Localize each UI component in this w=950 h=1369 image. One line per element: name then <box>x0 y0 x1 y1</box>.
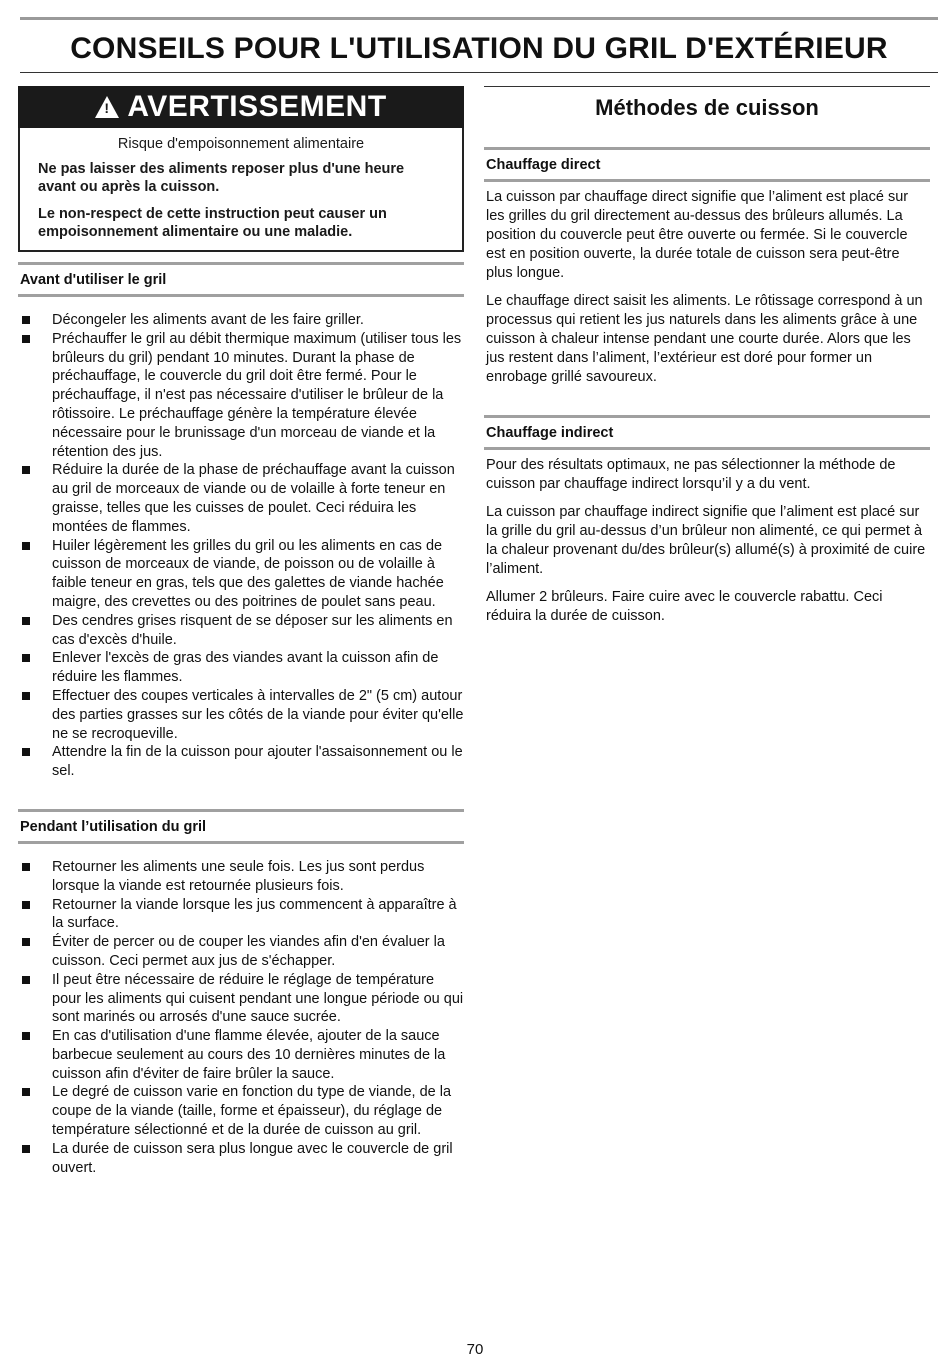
list-item: Retourner les aliments une seule fois. Les jus sont perdus lorsque la viande est retournée plusieurs fois. <box>18 858 464 896</box>
section-heading-before: Avant d'utiliser le gril <box>18 262 464 297</box>
indirect-paragraph-1: Pour des résultats optimaux, ne pas sélectionner la méthode de cuisson par chauffage indirect lorsqu’il y a du vent. <box>486 457 896 492</box>
direct-paragraph-2: Le chauffage direct saisit les aliments. Le rôtissage correspond à un processus qui retient les jus naturels dans les aliments grâce à une cuisson à chaleur intense pendant une courte durée. Alors que les jus restent dans l’aliment, l’extérieur est doré pour former un enrobage grillé savoureux. <box>486 293 923 385</box>
list-item: Préchauffer le gril au débit thermique maximum (utiliser tous les brûleurs du gril) pendant 10 minutes. Durant la phase de préchauffage, le couvercle du gril doit être fermé. Pour le préchauffage, il n'est pas nécessaire d'utiliser le brûleur de la rôtissoire. Le préchauffage génère la température élevée nécessaire pour le brunissage d'un morceau de viande et la rétention des jus. <box>18 330 464 462</box>
list-item: Décongeler les aliments avant de les faire griller. <box>18 311 464 330</box>
bullet-square-icon <box>22 466 30 474</box>
bullet-square-icon <box>22 542 30 550</box>
list-item: En cas d'utilisation d'une flamme élevée, ajouter de la sauce barbecue seulement au cours des 10 dernières minutes de la cuisson afin d'éviter de faire brûler la sauce. <box>18 1027 464 1083</box>
section-heading-indirect: Chauffage indirect <box>484 415 930 450</box>
left-column <box>18 86 464 1177</box>
direct-paragraph-1: La cuisson par chauffage direct signifie que l’aliment est placé sur les grilles du gril directement au-dessus des brûleurs allumés. La position du couvercle peut être ouverte ou fermée. Si le couvercle est en position ouverte, la durée totale de cuisson sera peut-être plus longue. <box>486 189 909 281</box>
list-item: Enlever l'excès de gras des viandes avant la cuisson afin de réduire les flammes. <box>18 649 464 687</box>
methods-title: Méthodes de cuisson <box>484 86 930 131</box>
bullet-square-icon <box>22 1145 30 1153</box>
warning-box <box>18 86 464 252</box>
bullet-square-icon <box>22 654 30 662</box>
warning-header <box>18 86 464 128</box>
bullet-square-icon <box>22 316 30 324</box>
list-item: Réduire la durée de la phase de préchauffage avant la cuisson au gril de morceaux de viande ou de volaille à forte teneur en graisse, telles que les cuisses de poulet. Ceci réduira les montées de flammes. <box>18 461 464 536</box>
warning-text-1: Ne pas laisser des aliments reposer plus d'une heure avant ou après la cuisson. <box>38 161 405 195</box>
indirect-paragraph-3: Allumer 2 brûleurs. Faire cuire avec le couvercle rabattu. Ceci réduira la durée de cuisson. <box>486 589 883 624</box>
list-item: La durée de cuisson sera plus longue avec le couvercle de gril ouvert. <box>18 1140 464 1178</box>
page-title: CONSEILS POUR L'UTILISATION DU GRIL D'EXTÉRIEUR <box>70 32 888 65</box>
warning-triangle-icon: ! <box>95 96 119 118</box>
section-heading-direct: Chauffage direct <box>484 147 930 182</box>
bullet-square-icon <box>22 692 30 700</box>
warning-subtitle: Risque d'empoisonnement alimentaire <box>117 136 365 152</box>
list-item: Attendre la fin de la cuisson pour ajouter l'assaisonnement ou le sel. <box>18 743 464 781</box>
right-column <box>484 86 930 626</box>
list-item: Huiler légèrement les grilles du gril ou les aliments en cas de cuisson de morceaux de viande, de poisson ou de volaille à faible teneur en gras, tels que des galettes de viande hachée maigre, des crevettes ou des poitrines de poulet sans peau. <box>18 537 464 612</box>
indirect-paragraph-2: La cuisson par chauffage indirect signifie que l’aliment est placé sur la grille du gril au-dessus d’un brûleur non alimenté, ce qui permet à la chaleur provenant du/des brûleur(s) allumé(s) à proximité de cuire l’aliment. <box>486 504 926 577</box>
title-rule <box>20 72 938 73</box>
bullet-square-icon <box>22 335 30 343</box>
warning-label: AVERTISSEMENT <box>127 90 387 123</box>
list-item: Éviter de percer ou de couper les viandes afin d'en évaluer la cuisson. Ceci permet aux jus de s'échapper. <box>18 933 464 971</box>
section-heading-during: Pendant l’utilisation du gril <box>18 809 464 844</box>
list-item: Effectuer des coupes verticales à intervalles de 2" (5 cm) autour des parties grasses sur les côtés de la viande pour éviter qu'elle ne se recroqueville. <box>18 687 464 743</box>
top-rule <box>20 17 938 20</box>
bullet-square-icon <box>22 1088 30 1096</box>
warning-text-2: Le non-respect de cette instruction peut causer un empoisonnement alimentaire ou une maladie. <box>38 206 387 240</box>
list-item: Des cendres grises risquent de se déposer sur les aliments en cas d'excès d'huile. <box>18 612 464 650</box>
bullet-square-icon <box>22 748 30 756</box>
list-item: Il peut être nécessaire de réduire le réglage de température pour les aliments qui cuisent pendant une longue période ou qui sont marinés ou arrosés d'une sauce sucrée. <box>18 971 464 1027</box>
before-list <box>18 311 464 781</box>
bullet-square-icon <box>22 901 30 909</box>
page-number: 70 <box>466 1341 484 1358</box>
bullet-square-icon <box>22 1032 30 1040</box>
list-item: Le degré de cuisson varie en fonction du type de viande, de la coupe de la viande (taille, forme et épaisseur), du réglage de température sélectionné et de la durée de cuisson au gril. <box>18 1083 464 1139</box>
bullet-square-icon <box>22 863 30 871</box>
bullet-square-icon <box>22 617 30 625</box>
during-list <box>18 858 464 1178</box>
list-item: Retourner la viande lorsque les jus commencent à apparaître à la surface. <box>18 896 464 934</box>
bullet-square-icon <box>22 938 30 946</box>
bullet-square-icon <box>22 976 30 984</box>
